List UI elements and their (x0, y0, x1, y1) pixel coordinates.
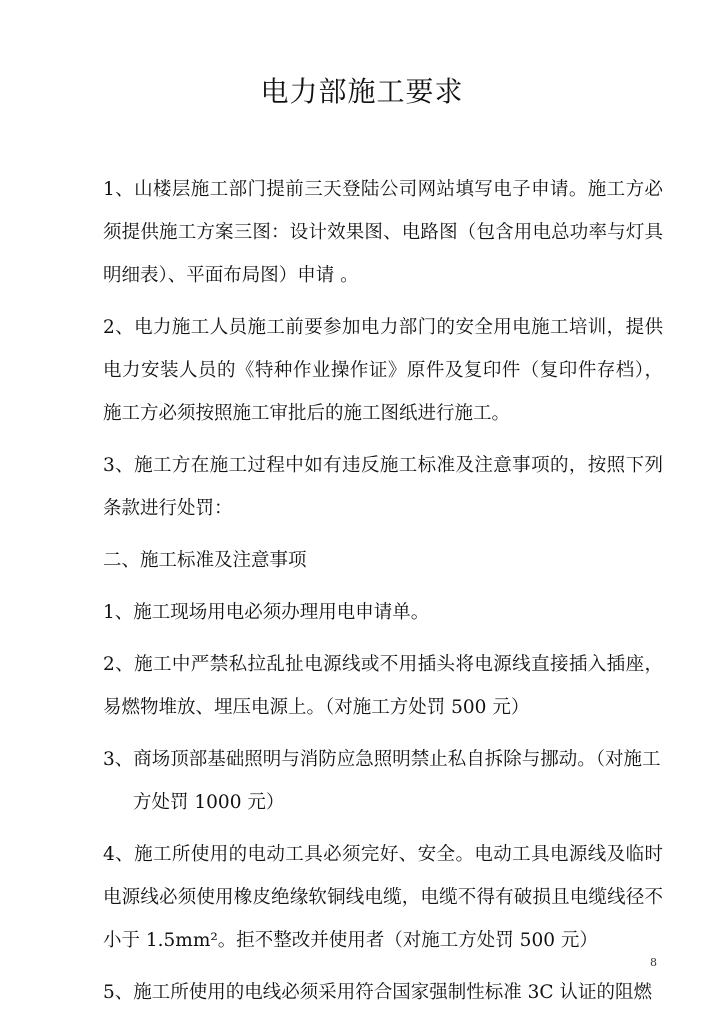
paragraph-3: 3、施工方在施工过程中如有违反施工标准及注意事项的，按照下列条款进行处罚： (103, 455, 663, 519)
paragraph-1: 1、山楼层施工部门提前三天登陆公司网站填写电子申请。施工方必须提供施工方案三图：设计效果图、电路图（包含用电总功率与灯具明细表）、平面布局图）申请 。 (103, 179, 663, 286)
paragraph-rule-2: 2、施工中严禁私拉乱扯电源线或不用插头将电源线直接插入插座，易燃物堆放、埋压电源上。（对施工方处罚 500 元） (103, 654, 663, 718)
page-title: 电力部施工要求 (260, 75, 464, 108)
paragraph-rule-1: 1、施工现场用电必须办理用电申请单。 (103, 602, 430, 623)
section-heading: 二、施工标准及注意事项 (103, 550, 307, 571)
paragraph-rule-5: 5、施工所使用的电线必须采用符合国家强制性标准 3C 认证的阻燃 (103, 982, 652, 1003)
paragraph-rule-4: 4、施工所使用的电动工具必须完好、安全。电动工具电源线及临时电源线必须使用橡皮绝缘软铜线电缆，电缆不得有破损且电缆线径不小于 1.5mm²。拒不整改并使用者（对施工方处罚 500 元） (103, 844, 663, 951)
paragraph-rule-3: 3、商场顶部基础照明与消防应急照明禁止私自拆除与挪动。（对施工 (103, 749, 661, 770)
paragraph-2: 2、电力施工人员施工前要参加电力部门的安全用电施工培训，提供电力安装人员的《特种作业操作证》原件及复印件（复印件存档），施工方必须按照施工审批后的施工图纸进行施工。 (103, 317, 663, 424)
page-number: 8 (650, 956, 657, 969)
paragraph-rule-3-continued: 方处罚 1000 元） (133, 792, 285, 813)
document-body (103, 168, 663, 1023)
